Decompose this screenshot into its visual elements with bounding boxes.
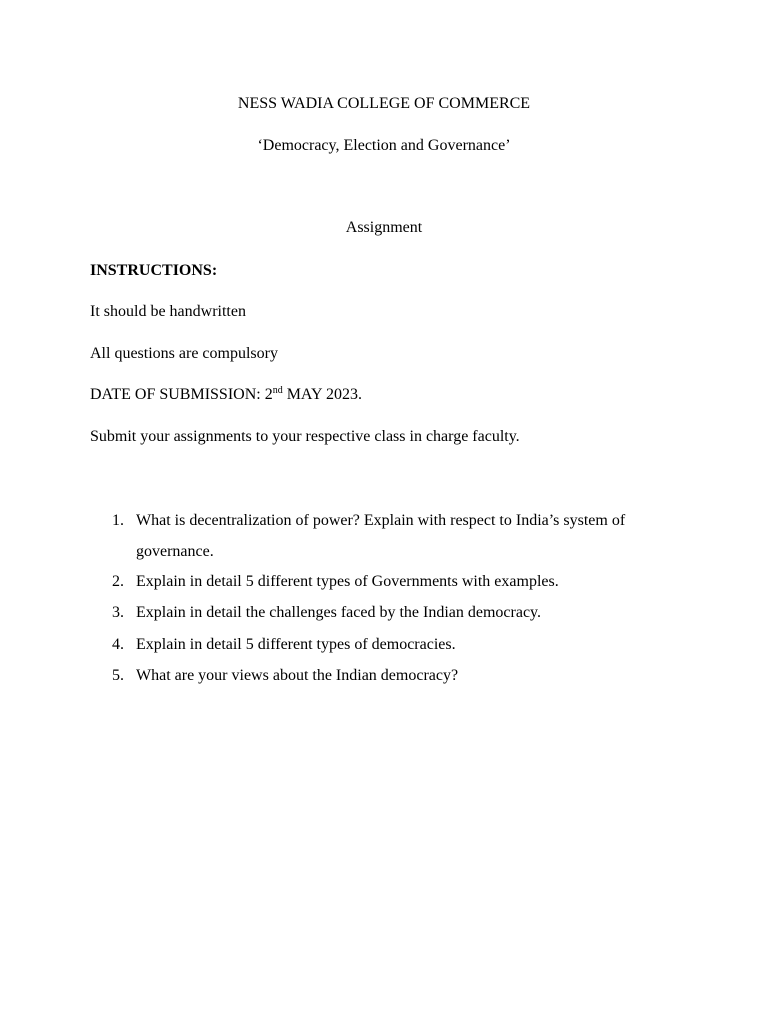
instructions-heading: INSTRUCTIONS: [90, 262, 218, 279]
question-text: What is decentralization of power? Explain with respect to India’s system of [136, 512, 626, 529]
question-text: Explain in detail 5 different types of democracies. [136, 636, 456, 653]
question-number: 2. [112, 573, 124, 590]
instruction-compulsory: All questions are compulsory [90, 345, 278, 362]
question-number: 3. [112, 604, 124, 621]
question-number: 5. [112, 667, 124, 684]
submission-date-prefix: DATE OF SUBMISSION: 2 [90, 386, 273, 403]
submission-date-ordinal: nd [272, 385, 283, 396]
instruction-handwritten: It should be handwritten [90, 303, 246, 320]
question-number: 1. [112, 512, 124, 529]
question-text: Explain in detail 5 different types of Governments with examples. [136, 573, 559, 590]
question-text: What are your views about the Indian democracy? [136, 667, 459, 684]
course-title: ‘Democracy, Election and Governance’ [257, 137, 511, 154]
document-type: Assignment [345, 219, 423, 236]
question-text-continued: governance. [136, 543, 214, 560]
college-name: NESS WADIA COLLEGE OF COMMERCE [237, 95, 531, 112]
submission-date-suffix: MAY 2023. [282, 386, 362, 403]
question-text: Explain in detail the challenges faced by the Indian democracy. [136, 604, 542, 621]
submission-note: Submit your assignments to your respective class in charge faculty. [90, 428, 520, 445]
submission-date [90, 385, 362, 405]
question-number: 4. [112, 636, 124, 653]
